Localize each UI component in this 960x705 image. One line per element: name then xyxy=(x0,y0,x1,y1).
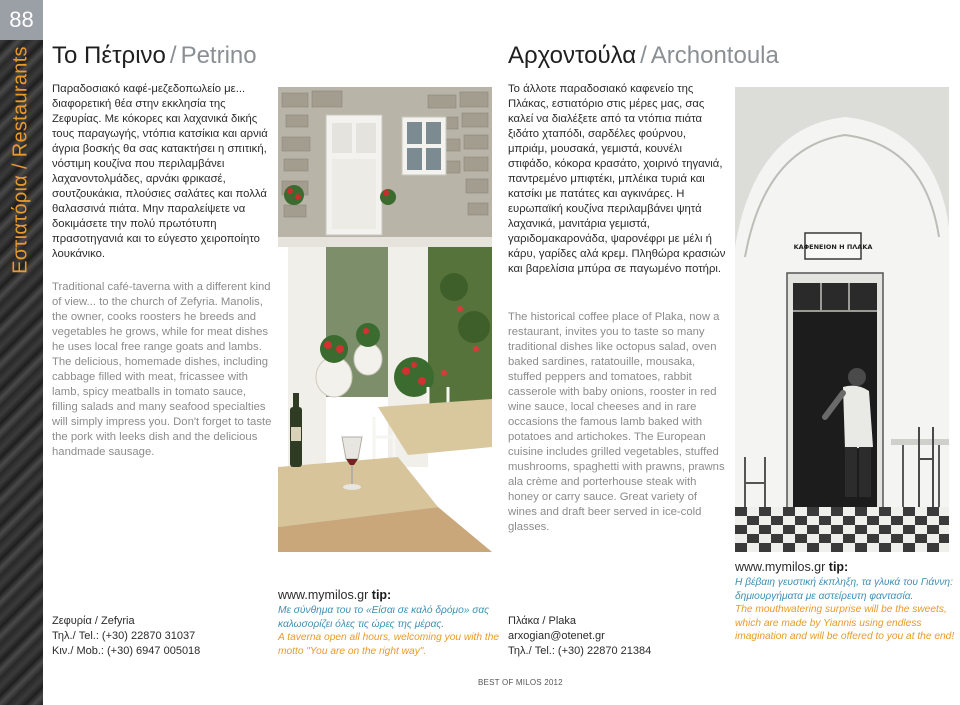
petrino-title xyxy=(52,42,257,70)
petrino-greek-text: Παραδοσιακό καφέ-μεζεδοπωλείο με... διαφορετική θέα στην εκκλησία της Ζεφυρίας. Με κόκορες και λαχανικά δικής τους παραγωγής, ντόπια κατσίκια και αρνιά άγρια βοσκής θα σας κατακτήσει η σπιτική, νόστιμη κουζίνα που περιλαμβάνει λαχανοντολμάδες, αρνάκι φρικασέ, σουτζουκάκια, πλούσιες σαλάτες και πολλά θαλασσινά πιάτα. Μην παραλείψετε να δοκιμάσετε την πολύ πρωτότυπη πρασοτηγανιά και το εύγεστο χειροποίητο λουκάνικο. xyxy=(52,83,268,260)
petrino-title-greek: Το Πέτρινο xyxy=(52,42,166,69)
petrino-tel: Τηλ./ Tel.: (+30) 22870 31037 xyxy=(52,630,196,642)
archontoula-tip-head xyxy=(735,560,957,574)
archontoula-tel: Τηλ./ Tel.: (+30) 22870 21384 xyxy=(508,645,652,657)
petrino-title-latin: Petrino xyxy=(180,42,257,69)
archontoula-contact xyxy=(508,614,651,659)
petrino-photo xyxy=(278,87,492,552)
petrino-english-text: Traditional café-taverna with a different kind of view... to the church of Zefyria. Manolis, the owner, cooks roosters he breeds and vegetables he grows, while for meat dishes he uses local free range goats and lambs. The delicious, homemade dishes, including cabbage filled with meat, fricassee with lamb, spicy meatballs in tomato sauce, filling salads and many seafood specialties will simply impress you. Don't forget to taste the pork with leeks dish and the delicious handmade sausage. xyxy=(52,281,272,458)
section-label: Εστιατόρια / Restaurants xyxy=(9,46,32,274)
archontoula-tip-english: The mouthwatering surprise will be the sweets, which are made by Yiannis using endless imagination and will be offered to you at the end! xyxy=(735,604,955,642)
page-footer: BEST OF MILOS 2012 xyxy=(478,678,563,687)
archontoula-english-text: The historical coffee place of Plaka, now a restaurant, invites you to taste so many traditional dishes like octopus salad, oven baked sardines, ratatouille, mousaka, stuffed peppers and tomatoes, rabbit casserole with baby onions, rooster in red wine sauce, local cheeses and in rare occasions the famous lamb baked with potatoes and artichokes. The European cuisine includes grilled vegetables, stuffed mushrooms, spaghetti with prawns, prawns ala crème and porterhouse steak with honey or carry sauce. Great variety of wines and draft beer served in ice-cold glasses. xyxy=(508,311,725,533)
archontoula-title-greek: Αρχοντούλα xyxy=(508,42,637,69)
archontoula-title-latin: Archontoula xyxy=(650,42,779,69)
petrino-photo-art xyxy=(278,87,492,552)
petrino-tip-english: A taverna open all hours, welcoming you with the motto "You are on the right way". xyxy=(278,632,500,657)
archontoula-email: arxogian@otenet.gr xyxy=(508,630,605,642)
archontoula-title xyxy=(508,42,779,70)
archontoula-location: Πλάκα / Plaka xyxy=(508,615,577,627)
archontoula-tip xyxy=(735,560,957,644)
archontoula-tip-label: tip: xyxy=(828,560,849,574)
petrino-mob: Κιν./ Mob.: (+30) 6947 005018 xyxy=(52,645,201,657)
petrino-contact xyxy=(52,614,200,659)
petrino-tip-head xyxy=(278,588,500,602)
archontoula-title-separator: / xyxy=(640,42,647,69)
petrino-location: Ζεφυρία / Zefyria xyxy=(52,615,135,627)
petrino-tip-greek: Με σύνθημα του το «Είσαι σε καλό δρόμο» σας καλωσορίζει όλες τις ώρες της μέρας. xyxy=(278,605,490,630)
archontoula-tip-site: www.mymilos.gr xyxy=(735,560,826,574)
petrino-tip xyxy=(278,588,500,658)
archontoula-greek-text: Το άλλοτε παραδοσιακό καφενείο της Πλάκας, εστιατόριο στις μέρες μας, σας καλεί να διαλέξετε από τα ντόπια πιάτα ξιδάτο χταπόδι, σαρδέλες φούρνου, μπριάμ, μουσακά, γεμιστά, κουνέλι στιφάδο, κόκορα κρασάτο, χοιρινό τηγανιά, παντρεμένο μπιφτέκι, μπλέικα τυριά και κατσίκι με πατάτες και αγκινάρες. Η ευρωπαϊκή κουζίνα περιλαμβάνει ψητά λαχανικά, μανιτάρια γεμιστά, γαριδομακαρονάδα, ψαρονέφρι με μέλι ή κάρυ, γαρίδες αλά κρεμ. Πληθώρα κρασιών και βαρελίσια μπύρα σε παγωμένο ποτήρι. xyxy=(508,83,726,275)
petrino-title-separator: / xyxy=(169,42,177,69)
archontoula-tip-greek: Η βέβαιη γευστική έκπληξη, τα γλυκά του Γιάννη: δημιουργήματα με αστείρευτη φαντασία. xyxy=(735,577,953,602)
petrino-tip-site: www.mymilos.gr xyxy=(278,588,369,602)
petrino-tip-label: tip: xyxy=(371,588,392,602)
archontoula-photo xyxy=(735,87,949,552)
kafeneion-sign: ΚΑΦΕΝΕΙΟΝ Η ΠΛΑΚΑ xyxy=(793,243,873,251)
archontoula-photo-art xyxy=(735,87,949,552)
page-number: 88 xyxy=(0,0,43,40)
